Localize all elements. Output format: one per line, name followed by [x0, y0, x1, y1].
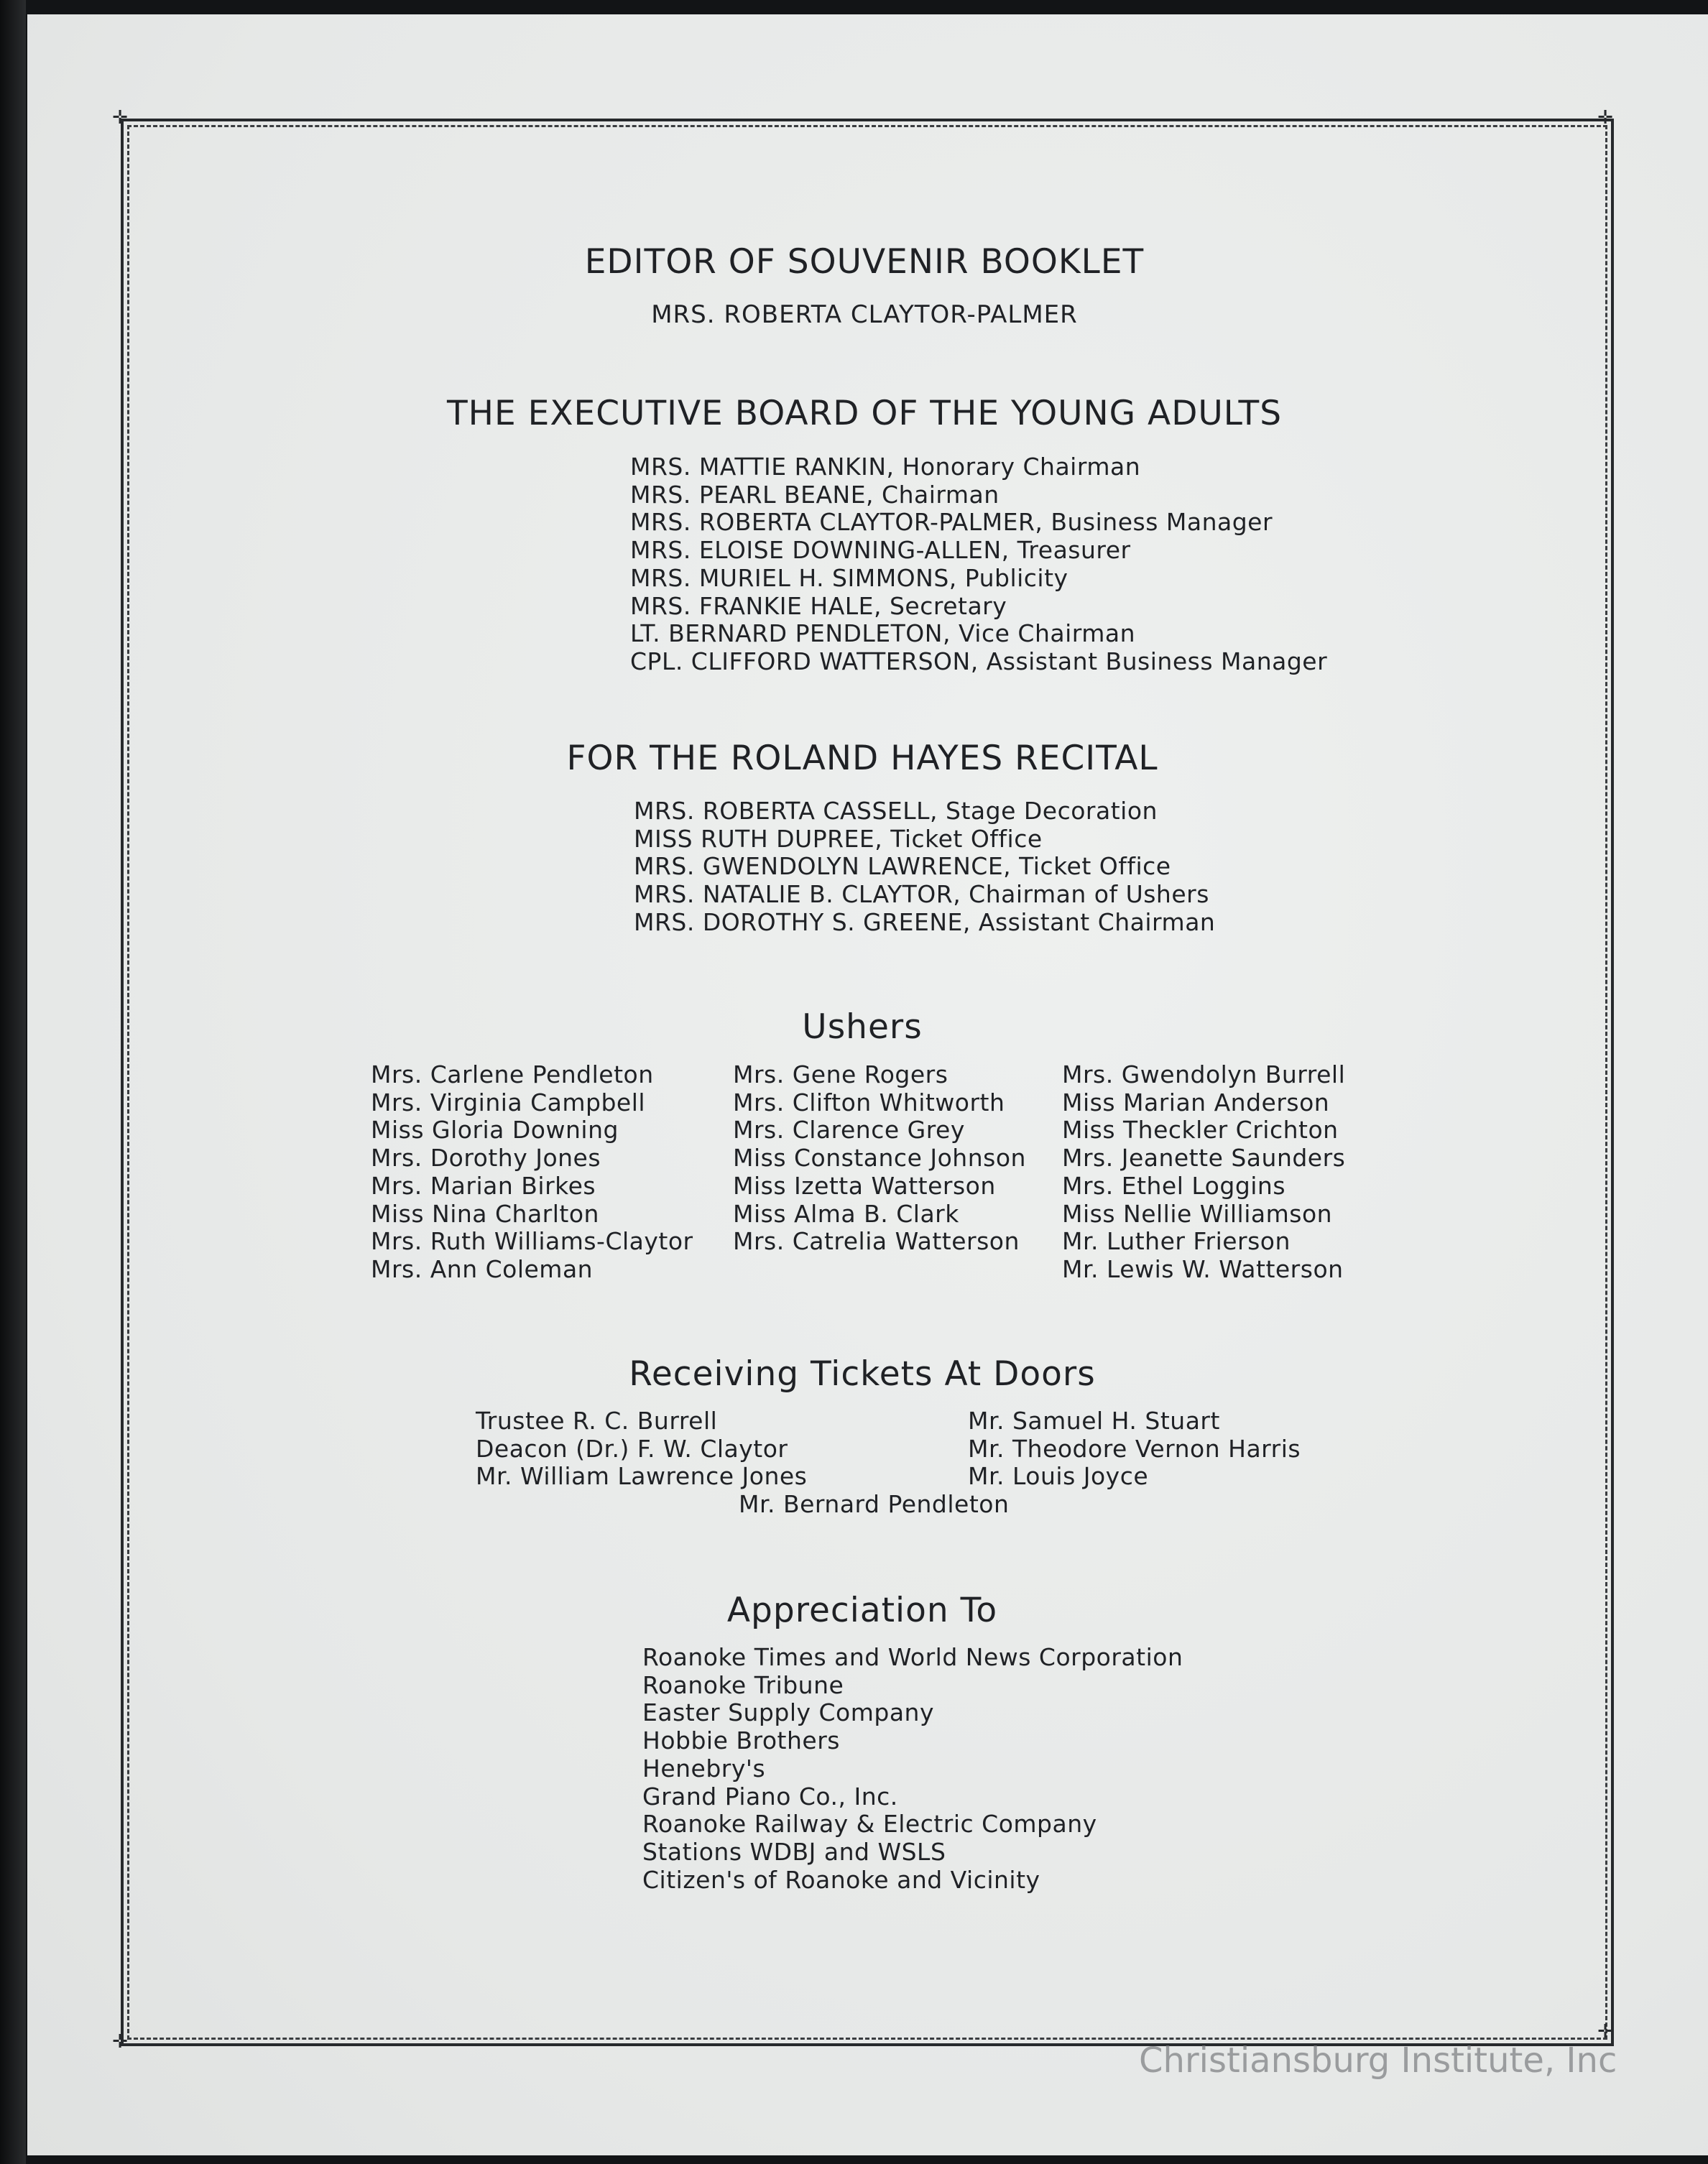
- list-item: Miss Marian Anderson: [1062, 1088, 1330, 1116]
- tickets-left-list: [476, 1407, 807, 1491]
- list-item: Miss Nellie Williamson: [1062, 1199, 1333, 1228]
- editor-name: MRS. ROBERTA CLAYTOR-PALMER: [651, 300, 1078, 329]
- list-item: Miss Alma B. Clark: [733, 1199, 959, 1228]
- list-item: MRS. ROBERTA CLAYTOR-PALMER, Business Manager: [630, 508, 1273, 537]
- recital-committee-list: [634, 797, 1215, 937]
- list-item: Miss Nina Charlton: [371, 1199, 599, 1228]
- corner-ornament-icon: ✛: [1597, 2021, 1613, 2043]
- list-item: Mr. Luther Frierson: [1062, 1227, 1291, 1256]
- list-item: Mrs. Gene Rogers: [733, 1060, 948, 1088]
- list-item: Deacon (Dr.) F. W. Claytor: [476, 1434, 788, 1463]
- list-item: MRS. ELOISE DOWNING-ALLEN, Treasurer: [630, 536, 1131, 565]
- list-item: MRS. MURIEL H. SIMMONS, Publicity: [630, 563, 1068, 592]
- list-item: CPL. CLIFFORD WATTERSON, Assistant Business Manager: [630, 647, 1328, 675]
- corner-ornament-icon: ✛: [112, 107, 128, 129]
- ushers-column-3: [1062, 1061, 1345, 1284]
- list-item: Miss Gloria Downing: [371, 1116, 619, 1145]
- list-item: Mrs. Catrelia Watterson: [733, 1227, 1020, 1256]
- list-item: Roanoke Times and World News Corporation: [642, 1643, 1183, 1671]
- list-item: Trustee R. C. Burrell: [476, 1407, 718, 1435]
- list-item: Stations WDBJ and WSLS: [642, 1837, 946, 1866]
- list-item: Mr. Samuel H. Stuart: [968, 1407, 1220, 1435]
- list-item: Mrs. Clifton Whitworth: [733, 1088, 1005, 1116]
- list-item: MRS. FRANKIE HALE, Secretary: [630, 591, 1007, 620]
- list-item: Mrs. Marian Birkes: [371, 1171, 596, 1200]
- appreciation-heading: Appreciation To: [726, 1591, 998, 1630]
- list-item: Mrs. Carlene Pendleton: [371, 1060, 654, 1088]
- tickets-right-list: [968, 1407, 1301, 1491]
- list-item: Henebry's: [642, 1754, 766, 1782]
- list-item: Mrs. Clarence Grey: [733, 1116, 965, 1145]
- list-item: MRS. PEARL BEANE, Chairman: [630, 480, 1000, 509]
- list-item: Mrs. Dorothy Jones: [371, 1144, 601, 1173]
- list-item: Mrs. Ruth Williams-Claytor: [371, 1227, 693, 1256]
- appreciation-list: [642, 1644, 1183, 1894]
- tickets-heading: Receiving Tickets At Doors: [629, 1354, 1096, 1394]
- page-edge-shadow: [0, 0, 26, 2164]
- tickets-center-name: Mr. Bernard Pendleton: [739, 1490, 1010, 1518]
- list-item: Roanoke Tribune: [642, 1670, 844, 1699]
- list-item: Citizen's of Roanoke and Vicinity: [642, 1865, 1040, 1894]
- list-item: Miss Izetta Watterson: [733, 1171, 996, 1200]
- list-item: Mrs. Virginia Campbell: [371, 1088, 646, 1116]
- list-item: Hobbie Brothers: [642, 1726, 840, 1755]
- watermark: Christiansburg Institute, Inc: [1139, 2040, 1617, 2081]
- list-item: Mr. Theodore Vernon Harris: [968, 1434, 1301, 1463]
- list-item: Easter Supply Company: [642, 1698, 935, 1727]
- recital-heading: FOR THE ROLAND HAYES RECITAL: [566, 739, 1158, 778]
- list-item: MRS. MATTIE RANKIN, Honorary Chairman: [630, 453, 1141, 481]
- corner-ornament-icon: ✛: [112, 2031, 128, 2053]
- list-item: Roanoke Railway & Electric Company: [642, 1810, 1097, 1839]
- list-item: MRS. DOROTHY S. GREENE, Assistant Chairman: [634, 907, 1216, 936]
- corner-ornament-icon: ✛: [1597, 107, 1613, 129]
- list-item: Mrs. Gwendolyn Burrell: [1062, 1060, 1346, 1088]
- list-item: MISS RUTH DUPREE, Ticket Office: [634, 824, 1043, 853]
- list-item: Mr. Louis Joyce: [968, 1462, 1149, 1491]
- list-item: Miss Theckler Crichton: [1062, 1116, 1339, 1145]
- editor-heading: EDITOR OF SOUVENIR BOOKLET: [584, 242, 1145, 282]
- executive-board-list: [630, 453, 1327, 676]
- ushers-heading: Ushers: [802, 1007, 923, 1047]
- list-item: Mrs. Jeanette Saunders: [1062, 1144, 1346, 1173]
- list-item: MRS. NATALIE B. CLAYTOR, Chairman of Ushers: [634, 880, 1209, 909]
- list-item: Miss Constance Johnson: [733, 1144, 1026, 1173]
- ushers-column-1: [371, 1061, 693, 1284]
- list-item: Mr. William Lawrence Jones: [476, 1462, 808, 1491]
- list-item: MRS. GWENDOLYN LAWRENCE, Ticket Office: [634, 852, 1171, 881]
- list-item: Mrs. Ethel Loggins: [1062, 1171, 1286, 1200]
- executive-board-heading: THE EXECUTIVE BOARD OF THE YOUNG ADULTS: [446, 394, 1283, 433]
- list-item: MRS. ROBERTA CASSELL, Stage Decoration: [634, 797, 1158, 825]
- list-item: Mr. Lewis W. Watterson: [1062, 1254, 1344, 1283]
- ushers-column-2: [733, 1061, 1026, 1256]
- list-item: LT. BERNARD PENDLETON, Vice Chairman: [630, 619, 1136, 648]
- list-item: Mrs. Ann Coleman: [371, 1254, 594, 1283]
- list-item: Grand Piano Co., Inc.: [642, 1782, 898, 1811]
